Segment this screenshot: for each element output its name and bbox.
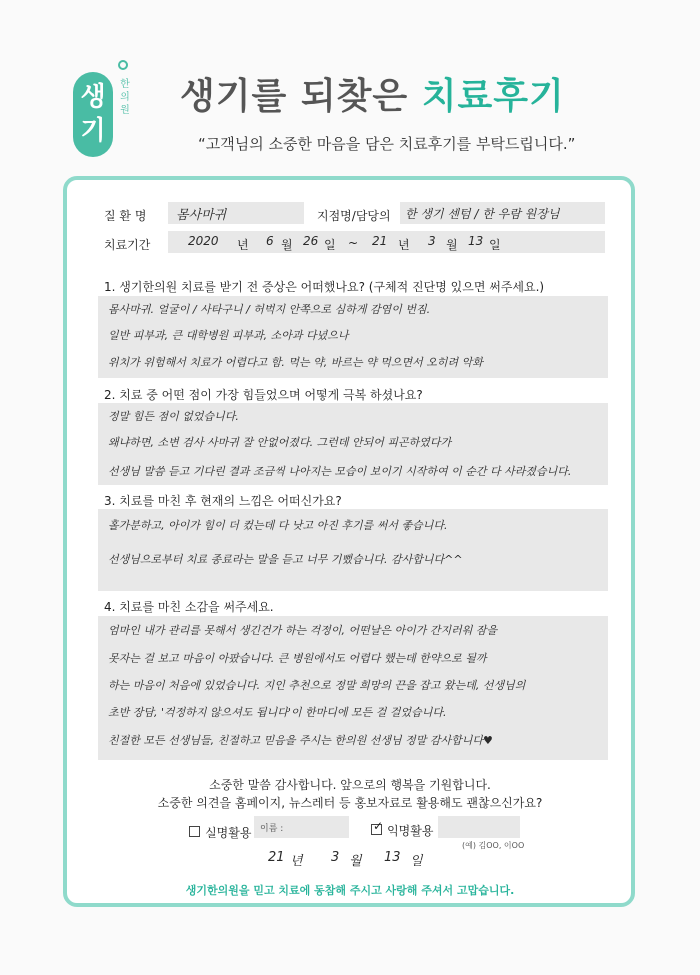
period-end-year: 21 bbox=[372, 234, 388, 248]
real-name-checkbox[interactable] bbox=[189, 826, 200, 837]
logo-dot-icon bbox=[118, 60, 128, 70]
answer-line: 선생님 말씀 듣고 기다린 결과 조금씩 나아지는 모습이 보이기 시작하여 이 순간 다 사라졌습니다. bbox=[108, 465, 572, 478]
date-year: 21 bbox=[268, 850, 285, 865]
period-start-day: 26 bbox=[303, 234, 319, 248]
period-day-label: 일 bbox=[324, 238, 336, 252]
answer-line: 위치가 위험해서 치료가 어렵다고 함. 먹는 약, 바르는 약 먹으면서 오히려 악화 bbox=[108, 356, 483, 369]
period-end-month: 3 bbox=[428, 234, 436, 248]
thanks-text: 소중한 말씀 감사합니다. 앞으로의 행복을 기원합니다. bbox=[209, 778, 491, 792]
question-3-label: 3. 치료를 마친 후 현재의 느낌은 어떠신가요? bbox=[104, 494, 342, 508]
date-day-label: 일 bbox=[410, 854, 423, 869]
question-1-label: 1. 생기한의원 치료를 받기 전 증상은 어떠했나요? (구체적 진단명 있으면 써주세요.) bbox=[104, 280, 545, 294]
answer-line: 몸사마귀. 얼굴이 / 사타구니 / 허벅지 안쪽으로 심하게 감염이 번짐. bbox=[108, 303, 431, 316]
period-end-year-label: 년 bbox=[398, 238, 410, 252]
name-field-label: 이름 : bbox=[260, 824, 284, 834]
period-month-label: 월 bbox=[281, 238, 293, 252]
answer-4-box[interactable] bbox=[98, 616, 608, 760]
date-year-label: 년 bbox=[290, 854, 303, 869]
answer-line: 정말 힘든 점이 없었습니다. bbox=[108, 410, 239, 423]
answer-line: 하는 마음이 처음에 있었습니다. 지인 추천으로 정말 희망의 끈을 잡고 왔는데, 선생님의 bbox=[108, 679, 526, 692]
consent-question: 소중한 의견을 홈페이지, 뉴스레터 등 홍보자료로 활용해도 괜찮으신가요? bbox=[157, 796, 543, 810]
question-4-label: 4. 치료를 마친 소감을 써주세요. bbox=[104, 600, 274, 614]
answer-2-box[interactable] bbox=[98, 403, 608, 485]
real-name-option[interactable] bbox=[189, 822, 251, 841]
answer-line: 홀가분하고, 아이가 힘이 더 컸는데 다 낫고 아진 후기를 써서 좋습니다. bbox=[108, 519, 448, 532]
period-end-day-label: 일 bbox=[489, 238, 501, 252]
closing-message: 생기한의원을 믿고 치료에 동참해 주시고 사랑해 주셔서 고맙습니다. bbox=[185, 884, 515, 897]
answer-1-box[interactable] bbox=[98, 296, 608, 378]
date-month: 3 bbox=[331, 850, 340, 865]
anonymous-field[interactable] bbox=[438, 816, 520, 838]
answer-line: 선생님으로부터 치료 종료라는 말을 듣고 너무 기뻤습니다. 감사합니다^^ bbox=[108, 553, 463, 566]
checkmark-icon: ✓ bbox=[373, 819, 384, 833]
period-label: 치료기간 bbox=[104, 238, 151, 252]
disease-value: 몸사마귀 bbox=[176, 208, 227, 223]
period-start-year: 2020 bbox=[188, 234, 219, 248]
real-name-label: 실명활용 bbox=[205, 826, 252, 840]
answer-line: 초반 장담, '걱정하지 않으셔도 됩니다'이 한마디에 모든 걸 걸었습니다. bbox=[108, 706, 447, 719]
branch-label: 지점명/담당의 bbox=[317, 209, 391, 223]
page-subtitle: “고객님의 소중한 마음을 담은 치료후기를 부탁드립니다.” bbox=[198, 135, 576, 153]
answer-line: 왜냐하면, 소변 검사 사마귀 잘 안없어졌다. 그런데 안되어 피곤하였다가 bbox=[108, 436, 452, 449]
page-title: 생기를 되찾은 치료후기 bbox=[180, 76, 565, 117]
date-month-label: 월 bbox=[349, 854, 362, 869]
example-note: (예) 김OO, 이OO bbox=[462, 841, 525, 850]
date-day: 13 bbox=[384, 850, 401, 865]
answer-line: 못자는 걸 보고 마음이 아팠습니다. 큰 병원에서도 어렵다 했는데 한약으로 될까 bbox=[108, 652, 487, 665]
answer-line: 일반 피부과, 큰 대학병원 피부과, 소아과 다녔으나 bbox=[108, 329, 349, 342]
name-field[interactable] bbox=[254, 816, 349, 838]
period-start-month: 6 bbox=[266, 234, 274, 248]
answer-line: 엄마인 내가 관리를 못해서 생긴건가 하는 걱정이, 어떤날은 아이가 간지러워 잠을 bbox=[108, 624, 498, 637]
branch-value: 한 생기 센텀 / 한 우람 원장님 bbox=[405, 207, 560, 221]
logo-glyph-bottom: 기 bbox=[80, 116, 106, 146]
answer-3-box[interactable] bbox=[98, 509, 608, 591]
period-end-day: 13 bbox=[468, 234, 484, 248]
period-tilde: ~ bbox=[348, 236, 359, 250]
logo-glyph-top: 생 bbox=[80, 82, 106, 112]
logo-side-text: 한의원 bbox=[120, 79, 130, 116]
answer-line: 친절한 모든 선생님들, 친절하고 믿음을 주시는 한의원 선생님 정말 감사합니다♥ bbox=[108, 734, 493, 747]
anonymous-checkbox[interactable] bbox=[371, 819, 384, 835]
disease-label: 질 환 명 bbox=[104, 209, 147, 223]
period-year-label: 년 bbox=[237, 238, 249, 252]
period-end-month-label: 월 bbox=[446, 238, 458, 252]
logo bbox=[73, 72, 113, 157]
anonymous-label: 익명활용 bbox=[387, 824, 434, 838]
anonymous-option[interactable] bbox=[371, 820, 433, 839]
question-2-label: 2. 치료 중 어떤 점이 가장 힘들었으며 어떻게 극복 하셨나요? bbox=[104, 388, 423, 402]
